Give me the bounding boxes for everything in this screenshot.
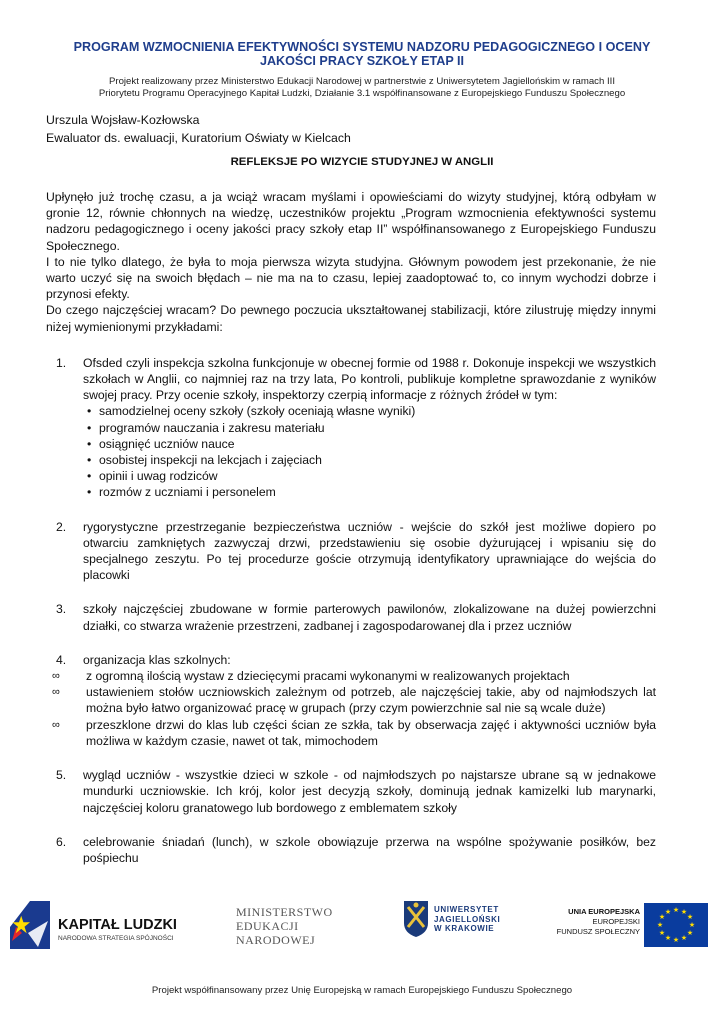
men-line-2: EDUKACJI — [236, 919, 299, 933]
item-text: organizacja klas szkolnych: — [83, 652, 231, 667]
kapital-ludzki-emblem-icon — [8, 897, 54, 953]
eu-line-3: FUNDUSZ SPOŁECZNY — [556, 927, 640, 936]
item-number: 3. — [56, 602, 67, 617]
list-item — [46, 355, 656, 501]
uj-line-2: JAGIELLOŃSKI — [434, 914, 501, 924]
bullet-item: • programów nauczania i zakresu materiału — [87, 420, 656, 436]
list-item — [46, 601, 656, 633]
list-item — [46, 652, 656, 749]
eu-line-2: EUROPEJSKI — [592, 917, 640, 926]
list-item — [46, 767, 656, 816]
document-title — [20, 40, 704, 68]
item-number: 1. — [56, 355, 67, 370]
bullet-item: • rozmów z uczniami i personelem — [87, 484, 656, 500]
svg-text:★: ★ — [672, 906, 680, 914]
item-text: wygląd uczniów - wszystkie dzieci w szkole - od najmłodszych po najstarsze ubrane są w jednakowe mundurki uczniowskie. Ich krój, kolor jest decyzją szkoły, dominują jednak kamizelki lub marynarki, najczęściej koloru granatowego lub bordowego z emblematem szkoły — [83, 768, 656, 815]
svg-text:★: ★ — [664, 908, 672, 916]
bullet-item: • samodzielnej oceny szkoły (szkoły oceniają własne wyniki) — [87, 403, 656, 419]
eu-line-1: UNIA EUROPEJSKA — [568, 907, 640, 916]
uj-line-3: W KRAKOWIE — [434, 924, 495, 933]
title-line-2: JAKOŚCI PRACY SZKOŁY ETAP II — [259, 54, 465, 68]
item-number: 4. — [56, 652, 67, 667]
sources-list — [83, 403, 656, 500]
sub-item — [48, 684, 656, 716]
svg-text:★: ★ — [688, 921, 696, 929]
svg-text:★: ★ — [686, 929, 694, 937]
item-number: 6. — [56, 834, 67, 849]
svg-text:★: ★ — [680, 934, 688, 942]
footer-note: Projekt współfinansowany przez Unię Europejską w ramach Europejskiego Funduszu Społecznego — [151, 985, 573, 996]
footer-logos — [0, 895, 724, 955]
project-info-line-2: Priorytetu Programu Operacyjnego Kapitał Ludzki, Działanie 3.1 współfinansowane z Europejskiego Funduszu Społecznego — [98, 88, 626, 99]
sub-item-text: ustawieniem stołów uczniowskich zależnym od potrzeb, ale najczęściej takie, aby od najmłodszych lat można było łatwo organizować pracę w grupach (przy czym powierzchnie sal nie są wcale duże) — [86, 685, 656, 716]
classroom-list — [48, 668, 656, 749]
eu-text — [548, 907, 640, 937]
uj-line-1: UNIWERSYTET — [434, 905, 499, 914]
author-role: Ewaluator ds. ewaluacji, Kuratorium Oświaty w Kielcach — [46, 131, 351, 145]
kapital-ludzki-logo — [8, 897, 188, 953]
item-number: 2. — [56, 519, 67, 534]
svg-text:★: ★ — [658, 913, 666, 921]
uj-crest-icon — [402, 899, 430, 939]
list-item — [46, 834, 656, 866]
uj-text — [434, 905, 500, 934]
men-logo — [236, 905, 346, 955]
sub-item-text: przeszklone drzwi do klas lub części ścian ze szkła, tak by obserwacja zajęć i aktywności uczniów była możliwa w każdym czasie, nawet ot tak, mimochodem — [86, 717, 656, 748]
author-block — [46, 111, 351, 147]
svg-text:★: ★ — [686, 913, 694, 921]
kapital-ludzki-title: KAPITAŁ LUDZKI — [58, 917, 177, 933]
svg-text:★: ★ — [656, 921, 664, 929]
men-line-3: NARODOWEJ — [236, 933, 316, 947]
men-line-1: MINISTERSTWO — [236, 905, 333, 919]
item-number: 5. — [56, 768, 67, 783]
svg-text:★: ★ — [664, 934, 672, 942]
project-info-line-1: Projekt realizowany przez Ministerstwo Edukacji Narodowej w partnerstwie z Uniwersytetem Jagiellońskim w ramach III — [109, 76, 615, 87]
list-item — [46, 519, 656, 584]
article-body — [46, 189, 656, 884]
bullet-item: • osiągnięć uczniów nauce — [87, 436, 656, 452]
title-line-1: PROGRAM WZMOCNIENIA EFEKTYWNOŚCI SYSTEMU NADZORU PEDAGOGICZNEGO I OCENY — [73, 40, 651, 54]
bullet-item: • opinii i uwag rodziców — [87, 468, 656, 484]
item-text: rygorystyczne przestrzeganie bezpieczeństwa uczniów - wejście do szkół jest możliwe dopiero po otwarciu zamkniętych zazwyczaj drzwi, przedstawieniu się osobie dyżurującej i wpisaniu się do specjalnego zeszytu. Po tej procedurze goście otrzymują identyfikatory uprawniające do wejścia do placowki — [83, 519, 656, 583]
infinity-bullet-icon: ∞ — [52, 670, 60, 683]
intro-paragraph-2: I to nie tylko dlatego, że była to moja pierwsza wizyta studyjna. Głównym powodem jest przekonanie, że nie warto uczyć się na swoich błędach – nie ma na to czasu, lepiej zaadoptować to, co innym wychodzi dobrze i przynosi efekty. — [46, 254, 656, 302]
eu-logo — [548, 903, 718, 953]
svg-text:★: ★ — [672, 936, 680, 944]
item-text: Ofsded czyli inspekcja szkolna funkcjonuje w obecnej formie od 1988 r. Dokonuje inspekcji we wszystkich szkołach w Anglii, co najmniej raz na trzy lata, Po kontroli, publikuje kompletne sprawozdanie z wyników swojej pracy. Przy ocenie szkoły, inspektorzy czerpią informacje z różnych źródeł w tym: — [83, 355, 656, 403]
author-name: Urszula Wojsław-Kozłowska — [46, 113, 200, 127]
kapital-ludzki-subtitle: NARODOWA STRATEGIA SPÓJNOŚCI — [58, 935, 174, 942]
eu-flag-icon — [644, 903, 708, 947]
svg-text:★: ★ — [680, 908, 688, 916]
intro-paragraph-1: Upłynęło już trochę czasu, a ja wciąż wracam myślami i opowieściami do wizyty studyjnej, którą odbyłam w gronie 12, równie chłonnych na wiedzę, uczestników projektu „Program wzmocnienia efektywności systemu nadzoru pedagogicznego i oceny jakości pracy szkoły etap II” współfinansowanego z Europejskiego Funduszu Społecznego. — [46, 190, 656, 253]
item-text: celebrowanie śniadań (lunch), w szkole obowiązuje przerwa na wspólne spożywanie posiłków, bez pośpiechu — [83, 834, 656, 865]
intro-paragraph-3: Do czego najczęściej wracam? Do pewnego poczucia ukształtowanej stabilizacji, które zilustruję między innymi niżej wymienionymi przykładami: — [46, 303, 656, 334]
sub-item — [48, 668, 656, 684]
article-heading: REFLEKSJE PO WIZYCIE STUDYJNEJ W ANGLII — [230, 156, 494, 168]
sub-item — [48, 717, 656, 749]
sub-item-text: z ogromną ilością wystaw z dziecięcymi pracami wykonanymi w realizowanych projektach — [86, 669, 570, 684]
infinity-bullet-icon: ∞ — [52, 686, 60, 699]
svg-text:★: ★ — [658, 929, 666, 937]
uj-logo — [402, 899, 522, 953]
item-text: szkoły najczęściej zbudowane w formie parterowych pawilonów, zlokalizowane na dużej powierzchni działki, co stwarza wrażenie przestrzeni, zadbanej i zagospodarowanej dla i przez uczniów — [83, 602, 656, 633]
project-info — [40, 76, 684, 100]
bullet-item: • osobistej inspekcji na lekcjach i zajęciach — [87, 452, 656, 468]
examples-list — [46, 355, 656, 866]
infinity-bullet-icon: ∞ — [52, 718, 60, 731]
